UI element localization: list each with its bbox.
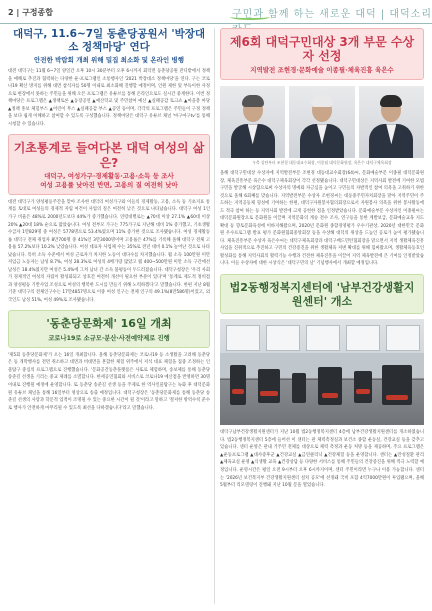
article-body: 대전 대덕구가 양성평등주간을 맞아 조사한 대덕의 여성가구와 이들의 경제활동, 고용, 소득 등 기초지표 통계를 토대로 여성들의 경제적 자립 여건이 사업의 질은 여전히 낮은 것으로 나타났습니다. 대덕구 여성 1인 가구 비율은 48%로 2000년도보다 44%가 증가했습니다. 연령대별로는 ▲70대 이상 27.1% ▲60대 이상 20% ▲20대 18% 순으로 많았습니다. 여성 전부모 가구는 775가구로 지난해 대비 1% 증가했고, 기초생활 수급자 1만829명 중 여성은 5778명으로 53.4%였으며 11% 증가한 것으로 조사됐습니다. 여성 경제활동률 대덕구 전체 취업자 8만700명 중 41%인 3만3000명이며 고용률은 47%를 기록해 올해 대덕구 전체 고용률 57.2%보다 10.2% 낮았습니다. 여성 대표자 사업체 수는 35%로 전년 대비 0.1% 늘어난 것으로 나타났습니다. 특히 소득 수준에서 여성 근로자가 차지한 노동이 대다수를 차지했습니다. 월 소득 100만원 미만 저임금 노동자는 남성 8.7%, 여성 28.3%로 여성의 4배가량 많았고 월 400~500만원 미만 소득 구간에선 남성은 18.4%였지만 여성은 5.4%에 그쳐 남녀 간 소득 불평등이 두드러졌습니다. 대덕구청장은 '우리 사회가 경제적인 여성의 자립이 활성화되고 상호간 여전히 개선이 필요한 부분이 있다'며 '통계로 제도적 정비점과 양성평등 기반사업 조성으로 여성의 행복한 도시를 만들기 위해 노력하겠다'고 말했습니다. 한편 지난 8월 기준 대덕구의 전체인구수는 17만4857명으로 이중 여성 인구는 전체 인구의 49.1%(8만586명)이었고, 외국인도 남성 51%, 여성 49%로 조사됐습니다. bbox=[8, 199, 210, 303]
article-body: 대전 대덕구는 11월 6~7일 양일간 오후 10시 30분부터 오후 6시까지 회덕면 동춘당공원 잔디밭에서 정책을 애해로 추진과 협력하는 다양한 운·프로그램인 소통행사인 '2021 박장대소 정책마당'을 연다. 구는 코로나19 확산 방지를 위해 대면 참석자를 50명 이내로 최소화해 진행할 예정이며, 인원 제한 및 부득이한 사정으로 현장에서 못하는 주민들을 위해 오픈 프로그램은 유튜브를 통해 온라인으로도 실시간 중계한다. 이번 정책마당은 프로그램은 ▲정책토론 ▲동장공연 ▲예산학교 및 주민참여 예산 ▲실패공감 토크쇼 ▲마을총 마당 ▲정책 홍보 체험부스 ▲어린이 무스 ▲실패공감 부스 ▲공연 등이며, 각각의 프로그램은 주민들이 구정 정책을 보다 쉽게 이해하고 참여할 수 있도록 구성했습니다. 정책마당은 대덕구 유튜브 채널 '마구마구tv'를 통해 시청할 수 있습니다. bbox=[8, 69, 210, 127]
article-subtitle: 코로나19로 소규모·분산·사전예약제로 진행 bbox=[48, 334, 170, 342]
article-title: '동춘당문화제' 16일 개최 bbox=[46, 317, 172, 331]
right-column bbox=[220, 28, 424, 490]
article-title: 제6회 대덕구민대상 3개 부문 수상자 선정 bbox=[229, 35, 415, 64]
article-policy-fair bbox=[8, 28, 210, 128]
portrait-photo bbox=[220, 86, 285, 158]
column-divider bbox=[214, 28, 215, 604]
article-title: 법2동행정복지센터에 '남부건강생활지원센터' 개소 bbox=[229, 280, 415, 308]
article-body: '제5회 동춘당문화제'가 오는 16일 개최합니다. 올해 동춘당문화제는 코로나19 등 소생활을 고려해 동춘당은 등 개막행사를 전면 취소하고 대면과 비대면을 혼합한 체험 위주에서 저석 대표 체험을 집중 조정하는 인물탐구 중심의 프로그램으로 진행했습니다. '문화공간동춘플랫폼은 사또로 체험하며, 송보체를 통해 동춘당 송준길 선생을 기리는 중교 제례를 소멸합니다. 한세공연협회와 서비스로 코로나19 예산점을 반영하면 30명 이내로 진행될 예정에 운영합니다. 또 동춘당 송준길 선생 등을 주제로 한 역사인물탐구는 녹화 후 대덕문화원 유튜브 채널을 통해 16일부터 영상으로 송출 예정입니다. 대덕구청장은 '동춘당문화제를 통해 동춘당 송준길 선생의 사랑과 학문적 업적이 조명될 수 있는 중요한 시간이 될 것'이라고 말하고 '철저한 방역수칙 준수로 행사가 안전하게 마무리될 수 있도록 최선을 다하겠습니다'라고 말했습니다. bbox=[8, 352, 210, 411]
page-label: 2 | 구정종합 bbox=[8, 8, 53, 17]
article-subtitle: 대덕구, 여성가구·경제활동·고용·소득 등 조사 여성 고용률 낮아진 반면, 고용의 질 여전히 낮아 bbox=[40, 172, 178, 189]
article-title: 대덕구, 11.6~7일 동춘당공원서 '박장대소 정책마당' 연다 bbox=[12, 28, 206, 53]
article-header-box bbox=[220, 274, 424, 315]
left-column bbox=[8, 28, 210, 412]
article-subtitle: 안전한 박람회 개최 위해 밀집 최소화 및 온라인 병행 bbox=[34, 56, 184, 65]
article-title: 기초통계로 들여다본 대덕 여성의 삶은? bbox=[13, 141, 205, 170]
article-body: 대덕구남부건강생활지원센터가 지난 10월 법2동행정복지센터 4층에 남부건강생활지원센터를 개소하였습니다. 법2동행정복지센터 5층에 들어선 이 센터는 관 체력측정실과 보건소 종합 운동실, 건강교실 등을 갖추고 있습니다. 센터 운영은 관내 거주민 전체를 대상으로 체력 측정과 운동 처방 등을 제공하며, 주요 프로그램은 ▲운동프로그램 ▲대사증후군 ▲건강교실 ▲금연클리닉 ▲건강체험 등을 운영합니다. 센터는 ▲만성질환 관리 ▲체육교실 운영 ▲식생활 교육 ▲건강상담 등 다양한 서비스를 통해 주민들의 건강증진을 위해 적극 노력할 예정입니다. 운영시간은 평일 오전 9시부터 오후 6시까지이며, 센터 주민이라면 누구나 이용 가능합니다. 센터는 '2026년 보건복지부 건강생활지원센터 설치 공모'에 선정돼 국비 포함 4억7000만원이 투입됐으며, 올해 5월부터 리모델링이 진행돼 지난 10월 문을 열었습니다. bbox=[220, 430, 424, 489]
portrait-photo bbox=[359, 86, 424, 158]
article-subtitle: 지역발전 조현경·문화예술 이종필·체육진흥 육은수 bbox=[250, 65, 394, 74]
article-body: 올해 대덕구민대상 수상자에 지역발전부문 조현경 대동대교수회장(64)씨, 문화예술부문 이종필 대덕문화원장, 체육진흥부문 육은수 대덕구체육회장이 각각 선정됐습니다. 대덕구민대상은 지역사회 발전에 기여한 모범 구민을 발굴해 시상함으로써 수상자의 명예와 자긍심을 높이고 구민들의 자발적인 참여 의욕을 고취하기 위한 것으로 올해 6회째를 맞습니다. 지역발전부문 수상자 조현경씨는 대동중주민자치회장을 맡아 지역주민이 주도하는 지역공동체 형성에 기여하는 한편, 대덕구자원봉사협의회장으로서 자원봉사 의욕을 위한 봉사활동에도 적극 참여 하는 등 지역사회 발전에 크게 공헌한 점을 인정받았습니다. 문화예술부문 수상자인 이종필씨는 대덕문화원장으로 문화원을 이끌며 지역문화의 계승 전수 조사, 연구등을 통한 계발보급, 문화예술교육 지도 확대 등 향토문화육성에 이바지해왔으며, 2020년 문화원 종합경영평가 우수기관상, 2020년 대한민국 문화원 우수프로그램 발표 평가 문화원협회중앙회장 등을 수상해 대덕의 위상을 드높인 공로가 높이 평가됐습니다. 체육진흥부문 수상자 육은수씨는 대덕구체육회장과 대덕구배드민턴협회장을 맡으면서 지역 생활체육진흥사업을 진취적으로 추진하고 구민의 건강증진을 위한 생활체육 저변 확대를 위해 힘써왔으며, 생활체육동호인 활성화를 통해 지역사회의 활력기능 수행과 건전한 체육진흥을 이끌어 지역 체육발전에 큰 기여를 인정받았습니다. 이들 수상자에 대한 시상식은 '대덕구민의 날' 기념행사에서 개최할 예정입니다. bbox=[220, 171, 424, 267]
article-header-box bbox=[8, 134, 210, 195]
award-winner-photos bbox=[220, 86, 424, 158]
article-header-box bbox=[8, 310, 210, 348]
photo-caption: 우측 상단부터 조현경 대동대교수회장, 이종필 대덕문화원장, 육은수 대덕구체육회장 bbox=[252, 160, 392, 166]
portrait-photo bbox=[289, 86, 354, 158]
article-header-box bbox=[220, 28, 424, 80]
fitness-room-photo bbox=[220, 319, 424, 425]
header-slogan: 구민과 함께 하는 새로운 대덕 | 대덕소리 bbox=[232, 9, 432, 20]
page-header bbox=[0, 0, 432, 24]
